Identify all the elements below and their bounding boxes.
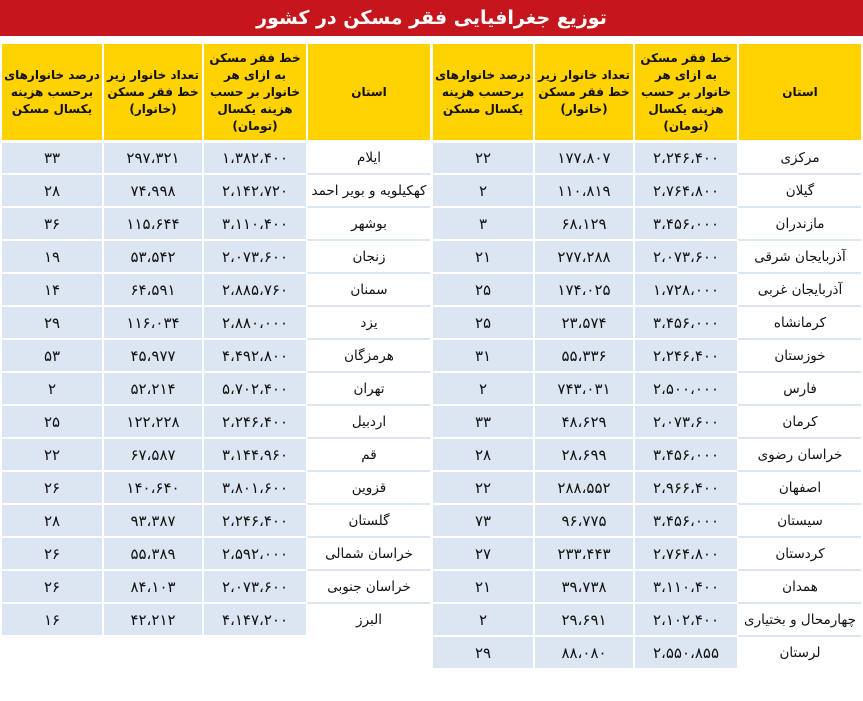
households-cell: ۱۷۴،۰۲۵ <box>533 272 633 305</box>
province-cell: قم <box>306 437 430 470</box>
header-province: استان <box>306 44 430 140</box>
right-province-table <box>433 44 861 668</box>
poverty-line-cell: ۲،۸۸۵،۷۶۰ <box>202 272 306 305</box>
table-row <box>433 569 861 602</box>
province-cell: چهارمحال و بختیاری <box>737 602 861 635</box>
households-cell: ۹۶،۷۷۵ <box>533 503 633 536</box>
percent-cell: ۲ <box>2 371 102 404</box>
table-row <box>2 404 430 437</box>
table-row <box>433 503 861 536</box>
households-cell: ۱۷۷،۸۰۷ <box>533 140 633 173</box>
poverty-line-cell: ۲،۱۰۲،۴۰۰ <box>633 602 737 635</box>
province-cell: خراسان جنوبی <box>306 569 430 602</box>
percent-cell: ۲۹ <box>433 635 533 668</box>
households-cell: ۱۲۲،۲۲۸ <box>102 404 202 437</box>
percent-cell: ۱۴ <box>2 272 102 305</box>
households-cell: ۲۸،۶۹۹ <box>533 437 633 470</box>
households-cell: ۴۵،۹۷۷ <box>102 338 202 371</box>
table-row <box>2 536 430 569</box>
table-row <box>433 470 861 503</box>
poverty-line-cell: ۲،۹۶۶،۴۰۰ <box>633 470 737 503</box>
table-row <box>433 635 861 668</box>
province-cell: آذربایجان شرقی <box>737 239 861 272</box>
poverty-line-cell: ۲،۰۷۳،۶۰۰ <box>202 239 306 272</box>
poverty-line-cell: ۳،۱۱۰،۴۰۰ <box>633 569 737 602</box>
table-row <box>2 272 430 305</box>
header-province: استان <box>737 44 861 140</box>
poverty-line-cell: ۲،۸۸۰،۰۰۰ <box>202 305 306 338</box>
header-percent: درصد خانوارهای برحسب هزینه یکسال مسکن <box>2 44 102 140</box>
province-cell: البرز <box>306 602 430 635</box>
province-cell: اردبیل <box>306 404 430 437</box>
percent-cell: ۳۳ <box>2 140 102 173</box>
province-cell: ایلام <box>306 140 430 173</box>
table-row <box>433 437 861 470</box>
table-row <box>2 140 430 173</box>
province-cell: کرمان <box>737 404 861 437</box>
households-cell: ۲۸۸،۵۵۲ <box>533 470 633 503</box>
households-cell: ۴۸،۶۲۹ <box>533 404 633 437</box>
poverty-line-cell: ۱،۳۸۲،۴۰۰ <box>202 140 306 173</box>
table-row <box>433 371 861 404</box>
table-row <box>2 602 430 635</box>
households-cell: ۹۳،۳۸۷ <box>102 503 202 536</box>
households-cell: ۱۴۰،۶۴۰ <box>102 470 202 503</box>
table-row <box>2 338 430 371</box>
poverty-line-cell: ۳،۴۵۶،۰۰۰ <box>633 305 737 338</box>
percent-cell: ۳ <box>433 206 533 239</box>
households-cell: ۵۵،۳۸۹ <box>102 536 202 569</box>
province-cell: کهکیلویه و بویر احمد <box>306 173 430 206</box>
households-cell: ۱۱۶،۰۳۴ <box>102 305 202 338</box>
province-cell: گلستان <box>306 503 430 536</box>
households-cell: ۳۹،۷۳۸ <box>533 569 633 602</box>
table-row <box>2 569 430 602</box>
province-cell: گیلان <box>737 173 861 206</box>
poverty-line-cell: ۲،۵۰۰،۰۰۰ <box>633 371 737 404</box>
percent-cell: ۲۶ <box>2 569 102 602</box>
table-row <box>433 602 861 635</box>
percent-cell: ۲۱ <box>433 569 533 602</box>
header-poverty-line: خط فقر مسکن به ازای هر خانوار بر حسب هزینه یکسال (تومان) <box>633 44 737 140</box>
percent-cell: ۲۵ <box>433 272 533 305</box>
province-cell: مرکزی <box>737 140 861 173</box>
households-cell: ۲۳۳،۴۴۳ <box>533 536 633 569</box>
poverty-line-cell: ۳،۴۵۶،۰۰۰ <box>633 437 737 470</box>
percent-cell: ۲ <box>433 602 533 635</box>
table-row <box>433 404 861 437</box>
left-province-table <box>2 44 430 635</box>
table-row <box>433 206 861 239</box>
province-cell: آذربایجان غربی <box>737 272 861 305</box>
poverty-line-cell: ۳،۴۵۶،۰۰۰ <box>633 503 737 536</box>
poverty-line-cell: ۲،۲۴۶،۴۰۰ <box>633 140 737 173</box>
province-cell: لرستان <box>737 635 861 668</box>
poverty-line-cell: ۳،۴۵۶،۰۰۰ <box>633 206 737 239</box>
province-cell: زنجان <box>306 239 430 272</box>
percent-cell: ۱۹ <box>2 239 102 272</box>
households-cell: ۶۴،۵۹۱ <box>102 272 202 305</box>
table-row <box>2 371 430 404</box>
households-cell: ۶۷،۵۸۷ <box>102 437 202 470</box>
poverty-line-cell: ۲،۵۵۰،۸۵۵ <box>633 635 737 668</box>
percent-cell: ۲۲ <box>2 437 102 470</box>
households-cell: ۷۴۳،۰۳۱ <box>533 371 633 404</box>
percent-cell: ۲۲ <box>433 140 533 173</box>
households-cell: ۸۸،۰۸۰ <box>533 635 633 668</box>
percent-cell: ۵۳ <box>2 338 102 371</box>
table-row <box>433 338 861 371</box>
right-table-body <box>433 140 861 668</box>
poverty-line-cell: ۱،۷۲۸،۰۰۰ <box>633 272 737 305</box>
poverty-line-cell: ۲،۷۶۴،۸۰۰ <box>633 536 737 569</box>
percent-cell: ۲۲ <box>433 470 533 503</box>
province-cell: فارس <box>737 371 861 404</box>
poverty-line-cell: ۲،۰۷۳،۶۰۰ <box>633 404 737 437</box>
percent-cell: ۷۳ <box>433 503 533 536</box>
households-cell: ۵۲،۲۱۴ <box>102 371 202 404</box>
header-households: تعداد خانوار زیر خط فقر مسکن (خانوار) <box>102 44 202 140</box>
province-cell: قزوین <box>306 470 430 503</box>
table-row <box>2 470 430 503</box>
poverty-line-cell: ۲،۵۹۲،۰۰۰ <box>202 536 306 569</box>
percent-cell: ۲۸ <box>433 437 533 470</box>
poverty-line-cell: ۵،۷۰۲،۴۰۰ <box>202 371 306 404</box>
poverty-line-cell: ۲،۰۷۳،۶۰۰ <box>202 569 306 602</box>
page-title: توزیع جغرافیایی فقر مسکن در کشور <box>0 0 863 36</box>
province-cell: سیستان <box>737 503 861 536</box>
province-cell: یزد <box>306 305 430 338</box>
table-row <box>433 305 861 338</box>
poverty-line-cell: ۲،۰۷۳،۶۰۰ <box>633 239 737 272</box>
table-row <box>2 305 430 338</box>
province-cell: هرمزگان <box>306 338 430 371</box>
households-cell: ۱۱۵،۶۴۴ <box>102 206 202 239</box>
poverty-line-cell: ۲،۷۶۴،۸۰۰ <box>633 173 737 206</box>
poverty-line-cell: ۲،۲۴۶،۴۰۰ <box>633 338 737 371</box>
province-cell: سمنان <box>306 272 430 305</box>
province-cell: بوشهر <box>306 206 430 239</box>
poverty-line-cell: ۲،۲۴۶،۴۰۰ <box>202 503 306 536</box>
percent-cell: ۲۵ <box>2 404 102 437</box>
households-cell: ۵۳،۵۴۲ <box>102 239 202 272</box>
percent-cell: ۱۶ <box>2 602 102 635</box>
province-cell: همدان <box>737 569 861 602</box>
province-cell: خراسان رضوی <box>737 437 861 470</box>
households-cell: ۲۹،۶۹۱ <box>533 602 633 635</box>
percent-cell: ۳۶ <box>2 206 102 239</box>
header-percent: درصد خانوارهای برحسب هزینه یکسال مسکن <box>433 44 533 140</box>
table-row <box>2 437 430 470</box>
households-cell: ۷۴،۹۹۸ <box>102 173 202 206</box>
province-cell: تهران <box>306 371 430 404</box>
table-row <box>433 140 861 173</box>
households-cell: ۸۴،۱۰۳ <box>102 569 202 602</box>
table-row <box>2 206 430 239</box>
households-cell: ۵۵،۳۳۶ <box>533 338 633 371</box>
households-cell: ۲۷۷،۲۸۸ <box>533 239 633 272</box>
table-row <box>2 173 430 206</box>
poverty-line-cell: ۳،۸۰۱،۶۰۰ <box>202 470 306 503</box>
poverty-line-cell: ۳،۱۴۴،۹۶۰ <box>202 437 306 470</box>
table-row <box>433 536 861 569</box>
header-households: تعداد خانوار زیر خط فقر مسکن (خانوار) <box>533 44 633 140</box>
poverty-line-cell: ۲،۱۴۲،۷۲۰ <box>202 173 306 206</box>
percent-cell: ۲ <box>433 173 533 206</box>
header-poverty-line: خط فقر مسکن به ازای هر خانوار بر حسب هزینه یکسال (تومان) <box>202 44 306 140</box>
poverty-line-cell: ۴،۴۹۲،۸۰۰ <box>202 338 306 371</box>
percent-cell: ۲۱ <box>433 239 533 272</box>
percent-cell: ۲۷ <box>433 536 533 569</box>
province-cell: کردستان <box>737 536 861 569</box>
percent-cell: ۲۶ <box>2 470 102 503</box>
table-row <box>433 272 861 305</box>
households-cell: ۱۱۰،۸۱۹ <box>533 173 633 206</box>
province-cell: خوزستان <box>737 338 861 371</box>
percent-cell: ۲۶ <box>2 536 102 569</box>
percent-cell: ۲ <box>433 371 533 404</box>
table-row <box>433 239 861 272</box>
province-cell: اصفهان <box>737 470 861 503</box>
percent-cell: ۲۸ <box>2 503 102 536</box>
households-cell: ۴۲،۲۱۲ <box>102 602 202 635</box>
province-cell: مازندران <box>737 206 861 239</box>
province-cell: خراسان شمالی <box>306 536 430 569</box>
poverty-line-cell: ۴،۱۴۷،۲۰۰ <box>202 602 306 635</box>
table-row <box>2 239 430 272</box>
percent-cell: ۲۹ <box>2 305 102 338</box>
poverty-line-cell: ۲،۲۴۶،۴۰۰ <box>202 404 306 437</box>
households-cell: ۲۹۷،۳۲۱ <box>102 140 202 173</box>
percent-cell: ۲۵ <box>433 305 533 338</box>
percent-cell: ۳۳ <box>433 404 533 437</box>
left-table-body <box>2 140 430 635</box>
percent-cell: ۲۸ <box>2 173 102 206</box>
households-cell: ۶۸،۱۲۹ <box>533 206 633 239</box>
households-cell: ۲۳،۵۷۴ <box>533 305 633 338</box>
percent-cell: ۳۱ <box>433 338 533 371</box>
province-cell: کرمانشاه <box>737 305 861 338</box>
poverty-line-cell: ۳،۱۱۰،۴۰۰ <box>202 206 306 239</box>
table-row <box>2 503 430 536</box>
table-row <box>433 173 861 206</box>
